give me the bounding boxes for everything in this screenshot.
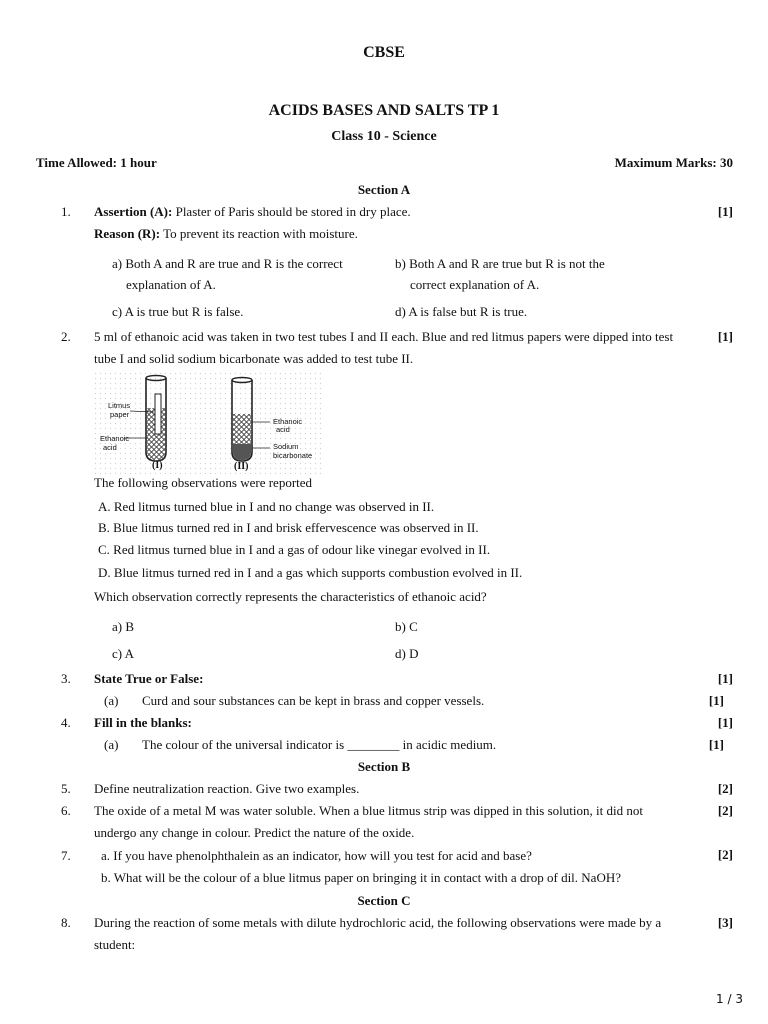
option-a: a) B <box>112 619 135 634</box>
test-tube-figure <box>94 372 322 474</box>
time-allowed: Time Allowed: 1 hour <box>36 155 157 170</box>
observation-b: B. Blue litmus turned red in I and brisk effervescence was observed in II. <box>98 520 479 535</box>
figure-label-litmus: Litmus <box>108 401 131 410</box>
subquestion-a: a. If you have phenolphthalein as an indicator, how will you test for acid and base? <box>101 848 532 863</box>
question-number: 1. <box>61 204 71 219</box>
option-b-continued: correct explanation of A. <box>410 277 540 292</box>
question-text-line-2: undergo any change in colour. Predict the nature of the oxide. <box>94 825 415 840</box>
question-title: Fill in the blanks: <box>94 715 192 730</box>
figure-label-ethanoic-2: Ethanoic <box>273 417 303 426</box>
figure-label-sodium: Sodium <box>273 442 299 451</box>
question-marks: [2] <box>717 781 733 796</box>
subquestion-marks: [1] <box>708 693 724 708</box>
option-d: d) A is false but R is true. <box>395 304 528 319</box>
question-number: 7. <box>61 848 71 863</box>
question-title: State True or False: <box>94 671 204 686</box>
figure-label-bicarbonate: bicarbonate <box>273 451 313 460</box>
question-number: 4. <box>61 715 71 730</box>
question-marks: [1] <box>717 671 733 686</box>
question-text-line-1: 5 ml of ethanoic acid was taken in two test tubes I and II each. Blue and red litmus papers were dipped into test <box>94 329 674 344</box>
figure-label-paper: paper <box>110 410 130 419</box>
option-a: a) Both A and R are true and R is the correct <box>112 256 343 271</box>
maximum-marks: Maximum Marks: 30 <box>614 155 733 170</box>
question-number: 6. <box>61 803 71 818</box>
question-text-line-2: student: <box>94 937 136 952</box>
page-number: 1 / 3 <box>716 992 743 1006</box>
figure-label-acid-2: acid <box>276 425 290 434</box>
option-d: d) D <box>395 646 419 661</box>
paper-subtitle: Class 10 - Science <box>331 129 437 144</box>
observation-d: D. Blue litmus turned red in I and a gas which supports combustion evolved in II. <box>98 565 523 580</box>
section-a-heading: Section A <box>357 182 411 197</box>
question-number: 3. <box>61 671 71 686</box>
question-text-line-2: tube I and solid sodium bicarbonate was added to test tube II. <box>94 351 414 366</box>
option-c: c) A is true but R is false. <box>112 304 244 319</box>
question-marks: [1] <box>717 204 733 219</box>
question-number: 8. <box>61 915 71 930</box>
figure-label-tube-1: (I) <box>152 460 163 471</box>
subquestion-marks: [1] <box>708 737 724 752</box>
question-prompt: Which observation correctly represents the characteristics of ethanoic acid? <box>94 589 487 604</box>
question-marks: [1] <box>717 715 733 730</box>
board-name: CBSE <box>363 44 405 61</box>
option-b: b) C <box>395 619 418 634</box>
assertion-text: Plaster of Paris should be stored in dry place. <box>172 204 411 219</box>
paper-title: ACIDS BASES AND SALTS TP 1 <box>268 102 500 119</box>
question-marks: [2] <box>717 803 733 818</box>
section-c-heading: Section C <box>357 893 411 908</box>
question-text-line-1: The oxide of a metal M was water soluble. When a blue litmus strip was dipped in this solution, it did not <box>94 803 643 818</box>
question-marks: [3] <box>717 915 733 930</box>
observation-a: A. Red litmus turned blue in I and no change was observed in II. <box>98 499 435 514</box>
question-number: 2. <box>61 329 71 344</box>
section-b-heading: Section B <box>357 759 411 774</box>
reason <box>94 226 358 242</box>
subquestion-text: The colour of the universal indicator is ________ in acidic medium. <box>142 737 497 752</box>
option-b: b) Both A and R are true but R is not the <box>395 256 605 271</box>
reason-label: Reason (R): <box>94 226 161 241</box>
figure-label-acid: acid <box>103 443 117 452</box>
question-marks: [2] <box>717 847 733 862</box>
assertion <box>94 204 411 220</box>
option-a-continued: explanation of A. <box>126 277 216 292</box>
question-number: 5. <box>61 781 71 796</box>
question-text: Define neutralization reaction. Give two examples. <box>94 781 360 796</box>
subquestion-label: (a) <box>104 693 119 708</box>
option-c: c) A <box>112 646 135 661</box>
observation-c: C. Red litmus turned blue in I and a gas of odour like vinegar evolved in II. <box>98 542 491 557</box>
figure-label-tube-2: (II) <box>234 461 249 472</box>
question-marks: [1] <box>717 329 733 344</box>
reason-text: To prevent its reaction with moisture. <box>160 226 358 241</box>
subquestion-label: (a) <box>104 737 119 752</box>
observations-intro: The following observations were reported <box>94 475 313 490</box>
figure-label-ethanoic: Ethanoic <box>100 434 130 443</box>
subquestion-text: Curd and sour substances can be kept in brass and copper vessels. <box>142 693 485 708</box>
subquestion-b: b. What will be the colour of a blue litmus paper on bringing it in contact with a drop of dil. NaOH? <box>101 870 621 885</box>
assertion-label: Assertion (A): <box>94 204 173 219</box>
question-text-line-1: During the reaction of some metals with dilute hydrochloric acid, the following observations were made by a <box>94 915 662 930</box>
